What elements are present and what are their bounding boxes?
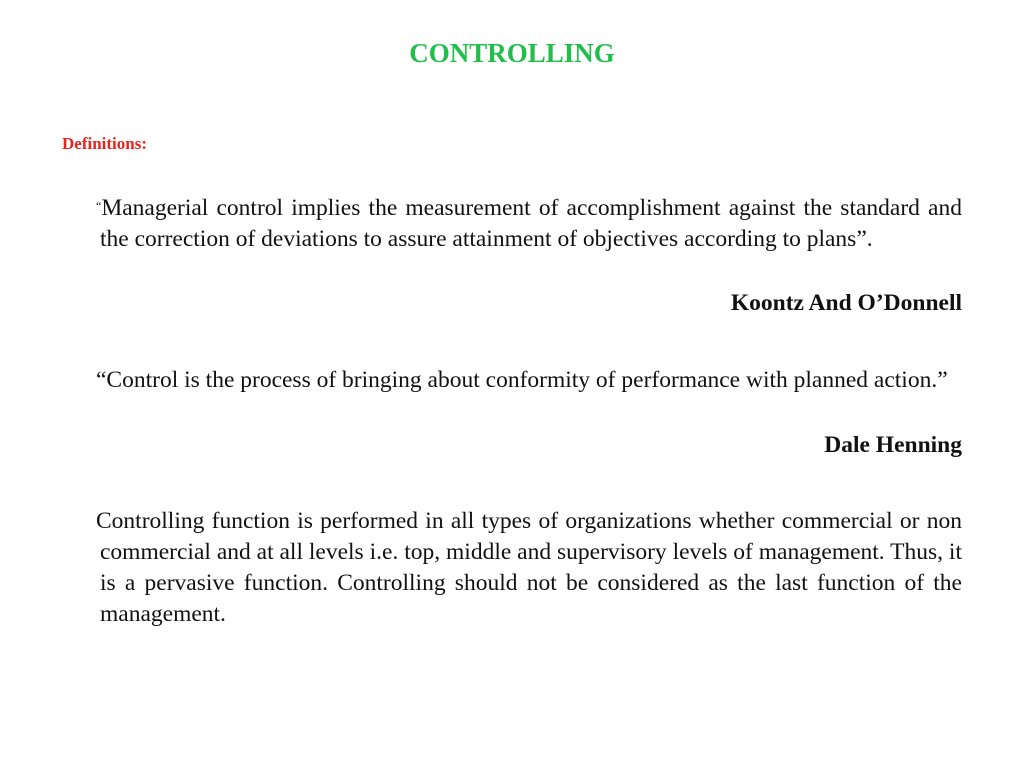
- definition-1-text: [96, 193, 962, 255]
- definition-2-text: “Control is the process of bringing about conformity of performance with planned action.”: [96, 367, 948, 393]
- slide-title: CONTROLLING: [409, 38, 615, 68]
- definition-1-author: Koontz And O’Donnell: [730, 290, 962, 316]
- definitions-label: Definitions:: [62, 134, 147, 153]
- definition-1-body: Managerial control implies the measurement of accomplishment against the standard and the correction of deviations to assure attainment of objectives according to plans”.: [100, 195, 962, 252]
- closing-paragraph: Controlling function is performed in all types of organizations whether commercial or non commercial and at all levels i.e. top, middle and supervisory levels of management. Thus, it is a pervasive function. Controlling should not be considered as the last function of the management.: [96, 508, 962, 627]
- definition-1-open-quote: “: [96, 199, 102, 213]
- definition-2-author: Dale Henning: [824, 432, 962, 458]
